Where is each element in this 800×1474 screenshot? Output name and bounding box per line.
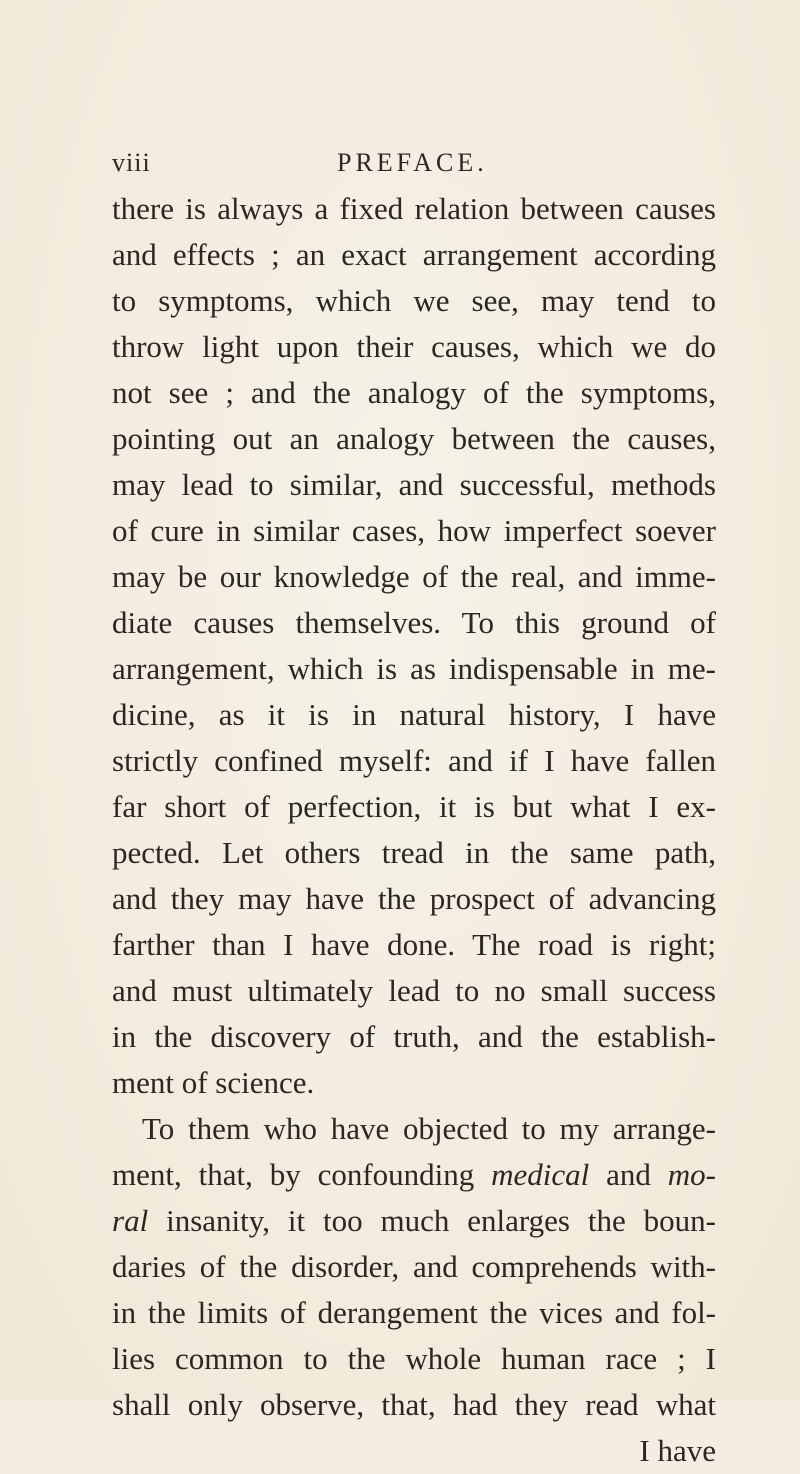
italic-ral: ral (112, 1203, 149, 1238)
text-line-23 (112, 1198, 716, 1244)
text-line-3: to symptoms, which we see, may tend to (112, 283, 716, 318)
text-line-9: may be our knowledge of the real, and imme- (112, 559, 716, 594)
text-line-27: shall only observe, that, had they read what (112, 1387, 716, 1422)
text-line-10: diate causes themselves. To this ground of (112, 605, 716, 640)
running-head (112, 148, 712, 188)
italic-mo: mo- (667, 1157, 716, 1192)
text-line-13: strictly confined myself: and if I have fallen (112, 743, 716, 778)
running-title: PREFACE. (337, 148, 488, 177)
body-text (112, 186, 716, 1474)
text-line-20: ment of science. (112, 1065, 315, 1100)
line22-text-b: and (589, 1157, 668, 1192)
text-line-22 (112, 1152, 716, 1198)
text-line-26: lies common to the whole human race ; I (112, 1341, 716, 1376)
text-line-25: in the limits of derangement the vices and fol- (112, 1295, 716, 1330)
text-line-1: there is always a fixed relation between causes (112, 191, 716, 226)
italic-medical: medical (491, 1157, 590, 1192)
catchword: I have (639, 1433, 716, 1468)
text-line-19: in the discovery of truth, and the establish- (112, 1019, 716, 1054)
text-line-2: and effects ; an exact arrangement according (112, 237, 716, 272)
text-line-15: pected. Let others tread in the same path, (112, 835, 716, 870)
text-line-7: may lead to similar, and successful, methods (112, 467, 716, 502)
text-line-17: farther than I have done. The road is right; (112, 927, 716, 962)
text-line-21: To them who have objected to my arrange- (142, 1111, 716, 1146)
text-line-16: and they may have the prospect of advancing (112, 881, 716, 916)
text-line-8: of cure in similar cases, how imperfect soever (112, 513, 716, 548)
text-line-11: arrangement, which is as indispensable in me- (112, 651, 716, 686)
text-line-12: dicine, as it is in natural history, I have (112, 697, 716, 732)
line23-text: insanity, it too much enlarges the boun- (148, 1203, 716, 1238)
text-line-18: and must ultimately lead to no small success (112, 973, 716, 1008)
line22-text-a: ment, that, by confounding (112, 1157, 492, 1192)
text-line-4: throw light upon their causes, which we do (112, 329, 716, 364)
page-number: viii (112, 148, 151, 177)
text-line-24: daries of the disorder, and comprehends with- (112, 1249, 716, 1284)
text-line-6: pointing out an analogy between the causes, (112, 421, 716, 456)
text-line-5: not see ; and the analogy of the symptoms, (112, 375, 716, 410)
text-line-14: far short of perfection, it is but what I ex- (112, 789, 716, 824)
